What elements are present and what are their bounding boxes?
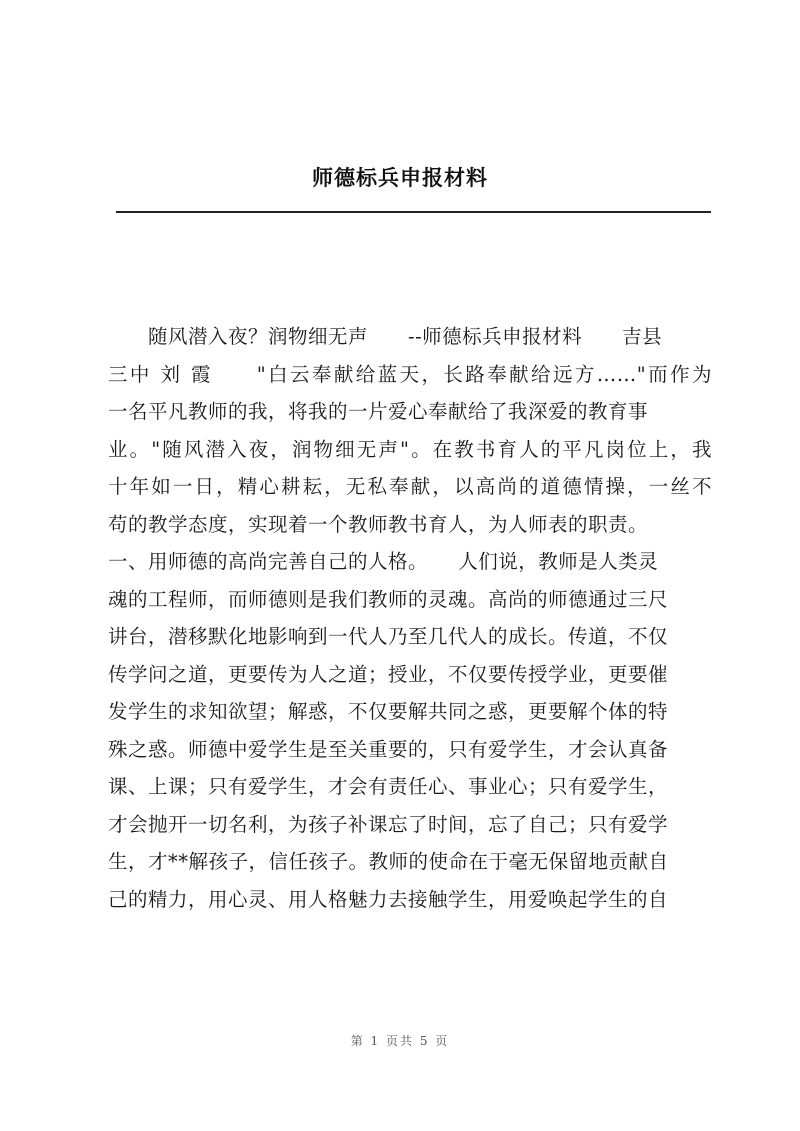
body-line: 课、上课；只有爱学生，才会有责任心、事业心；只有爱学生，: [108, 775, 669, 798]
body-line: 随风潜入夜？润物细无声 --师德标兵申报材料 吉县: [108, 325, 663, 348]
body-line: 三中 刘 霞 "白云奉献给蓝天，长路奉献给远方……"而作为: [108, 362, 712, 386]
body-line: 一名平凡教师的我，将我的一片爱心奉献给了我深爱的教育事: [108, 400, 649, 423]
body-line: 发学生的求知欲望；解惑，不仅要解共同之惑，更要解个体的特: [108, 700, 669, 723]
body-text: [108, 318, 712, 978]
body-line: 一、用师德的高尚完善自己的人格。 人们说，教师是人类灵: [108, 550, 659, 573]
page-title: 师德标兵申报材料: [312, 166, 488, 190]
body-line: 魂的工程师，而师德则是我们教师的灵魂。高尚的师德通过三尺: [108, 587, 669, 611]
body-line: 讲台，潜移默化地影响到一代人乃至几代人的成长。传道，不仅: [108, 625, 669, 648]
body-line: 十年如一日，精心耕耘，无私奉献，以高尚的道德情操，一丝不: [108, 475, 712, 498]
page-footer: 第 1 页共 5 页: [350, 1034, 450, 1048]
body-line: 才会抛开一切名利，为孩子补课忘了时间，忘了自己；只有爱学: [108, 812, 669, 836]
body-line: 殊之惑。师德中爱学生是至关重要的，只有爱学生，才会认真备: [108, 737, 669, 761]
body-line: 己的精力，用心灵、用人格魅力去接触学生，用爱唤起学生的自: [108, 887, 669, 911]
body-line: 生，才**解孩子，信任孩子。教师的使命在于毫无保留地贡献自: [108, 850, 669, 873]
body-line: 业。"随风潜入夜，润物细无声"。在教书育人的平凡岗位上，我: [108, 437, 712, 461]
body-line: 传学问之道，更要传为人之道；授业，不仅要传授学业，更要催: [108, 662, 669, 686]
body-line: 苟的教学态度，实现着一个教师教书育人，为人师表的职责。: [108, 512, 649, 536]
title-underline: [116, 211, 711, 213]
